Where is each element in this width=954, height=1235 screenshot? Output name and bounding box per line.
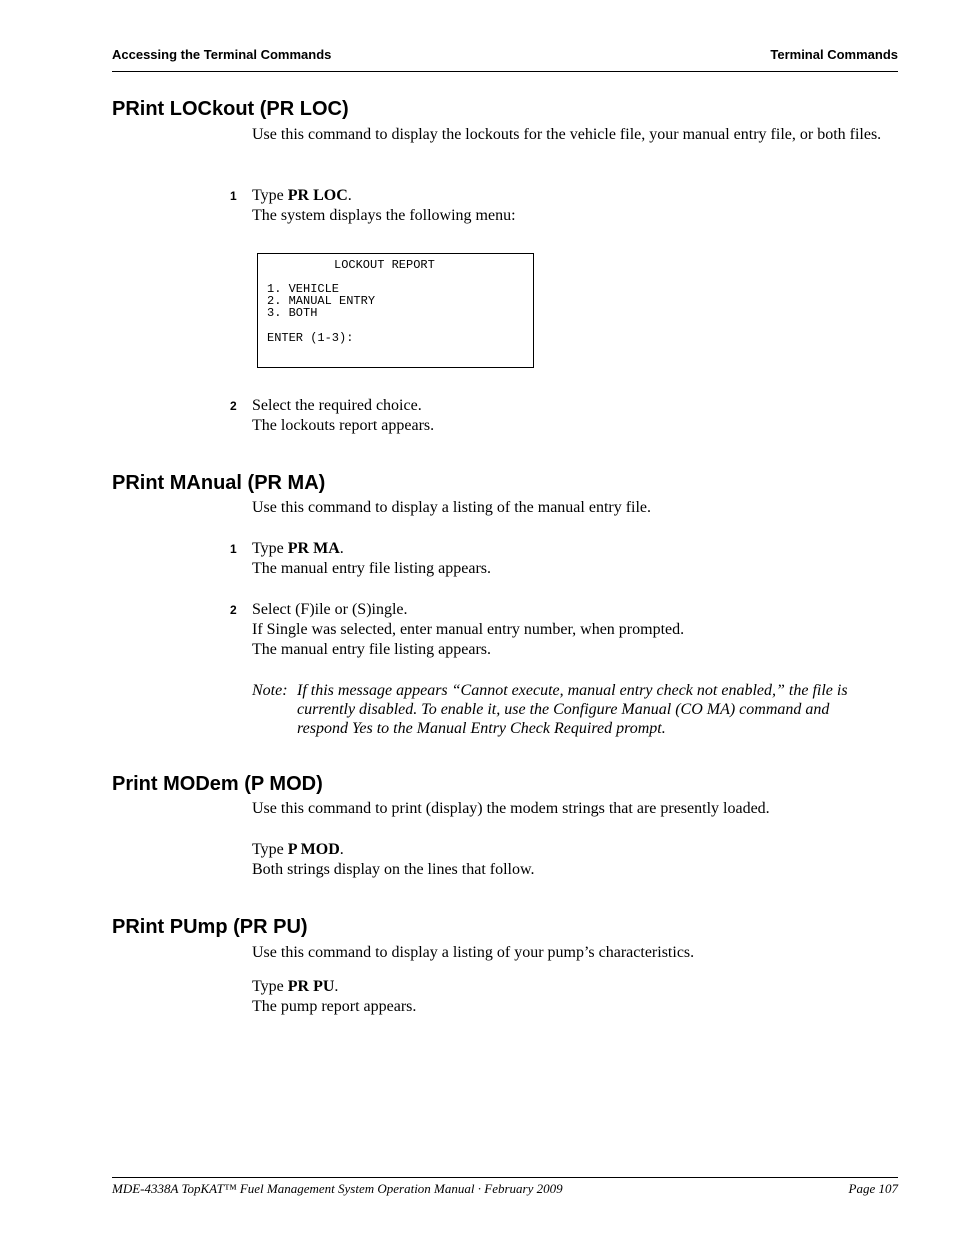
note-line: If this message appears “Cannot execute, manual entry check not enabled,” the file is bbox=[297, 682, 848, 699]
page-header bbox=[112, 47, 898, 63]
footer-page-number: Page 107 bbox=[848, 1181, 898, 1196]
heading-pr-pu: PRint PUmp (PR PU) bbox=[112, 916, 308, 938]
pr-ma-step1-number: 1 bbox=[230, 542, 237, 556]
heading-pr-ma: PRint MAnual (PR MA) bbox=[112, 472, 326, 494]
pr-loc-step1 bbox=[252, 186, 898, 206]
pr-pu-intro: Use this command to display a listing of your pump’s characteristics. bbox=[252, 944, 695, 961]
command-text: P MOD bbox=[287, 841, 340, 858]
pr-loc-step2: Select the required choice. bbox=[252, 397, 422, 414]
step-suffix: . bbox=[339, 841, 344, 858]
step-text: Type bbox=[252, 978, 288, 995]
pr-ma-step2-number: 2 bbox=[230, 603, 237, 617]
screen-option-both: 3. BOTH bbox=[267, 306, 318, 320]
note-body bbox=[297, 681, 898, 738]
command-text: PR MA bbox=[287, 540, 340, 557]
pr-loc-intro: Use this command to display the lockouts for the vehicle file, your manual entry file, or both files. bbox=[252, 126, 882, 143]
header-rule bbox=[112, 71, 898, 72]
step-text: Type bbox=[252, 540, 288, 557]
note-label: Note: bbox=[252, 682, 288, 699]
pr-ma-intro: Use this command to display a listing of the manual entry file. bbox=[252, 499, 652, 516]
header-chapter-title: Terminal Commands bbox=[770, 47, 898, 62]
pr-pu-step bbox=[252, 977, 898, 997]
step-suffix: . bbox=[339, 540, 344, 557]
pr-loc-step1-result: The system displays the following menu: bbox=[252, 207, 516, 224]
step-suffix: . bbox=[334, 978, 339, 995]
screen-option-vehicle: 1. VEHICLE bbox=[267, 282, 340, 296]
screen-prompt: ENTER (1-3): bbox=[267, 331, 354, 345]
step-text: Type bbox=[252, 841, 288, 858]
pr-ma-step2-result: The manual entry file listing appears. bbox=[252, 641, 492, 658]
screen-title: LOCKOUT REPORT bbox=[334, 258, 435, 272]
heading-pr-loc: PRint LOCkout (PR LOC) bbox=[112, 98, 349, 120]
p-mod-result: Both strings display on the lines that follow. bbox=[252, 861, 535, 878]
pr-loc-step2-result: The lockouts report appears. bbox=[252, 417, 435, 434]
pr-pu-result: The pump report appears. bbox=[252, 998, 417, 1015]
pr-ma-step2: Select (F)ile or (S)ingle. bbox=[252, 601, 408, 618]
step-suffix: . bbox=[347, 187, 352, 204]
pr-ma-step2-line2: If Single was selected, enter manual entry number, when prompted. bbox=[252, 621, 685, 638]
note-line: respond Yes to the Manual Entry Check Required prompt. bbox=[297, 720, 666, 737]
command-text: PR LOC bbox=[287, 187, 348, 204]
pr-ma-note bbox=[252, 681, 898, 738]
lockout-report-screen bbox=[257, 253, 534, 368]
p-mod-step bbox=[252, 840, 898, 860]
footer-rule bbox=[112, 1177, 898, 1178]
page-footer bbox=[112, 1181, 898, 1199]
pr-loc-step1-number: 1 bbox=[230, 189, 237, 203]
footer-document-title: MDE-4338A TopKAT™ Fuel Management System Operation Manual · February 2009 bbox=[112, 1181, 563, 1196]
pr-ma-step1 bbox=[252, 539, 898, 559]
heading-p-mod: Print MODem (P MOD) bbox=[112, 773, 323, 795]
pr-loc-step2-number: 2 bbox=[230, 399, 237, 413]
screen-option-manual-entry: 2. MANUAL ENTRY bbox=[267, 294, 376, 308]
p-mod-intro: Use this command to print (display) the modem strings that are presently loaded. bbox=[252, 800, 770, 817]
pr-ma-step1-result: The manual entry file listing appears. bbox=[252, 560, 492, 577]
note-line: currently disabled. To enable it, use the Configure Manual (CO MA) command and bbox=[297, 701, 830, 718]
command-text: PR PU bbox=[287, 978, 335, 995]
step-text: Type bbox=[252, 187, 288, 204]
header-section-title: Accessing the Terminal Commands bbox=[112, 47, 332, 62]
